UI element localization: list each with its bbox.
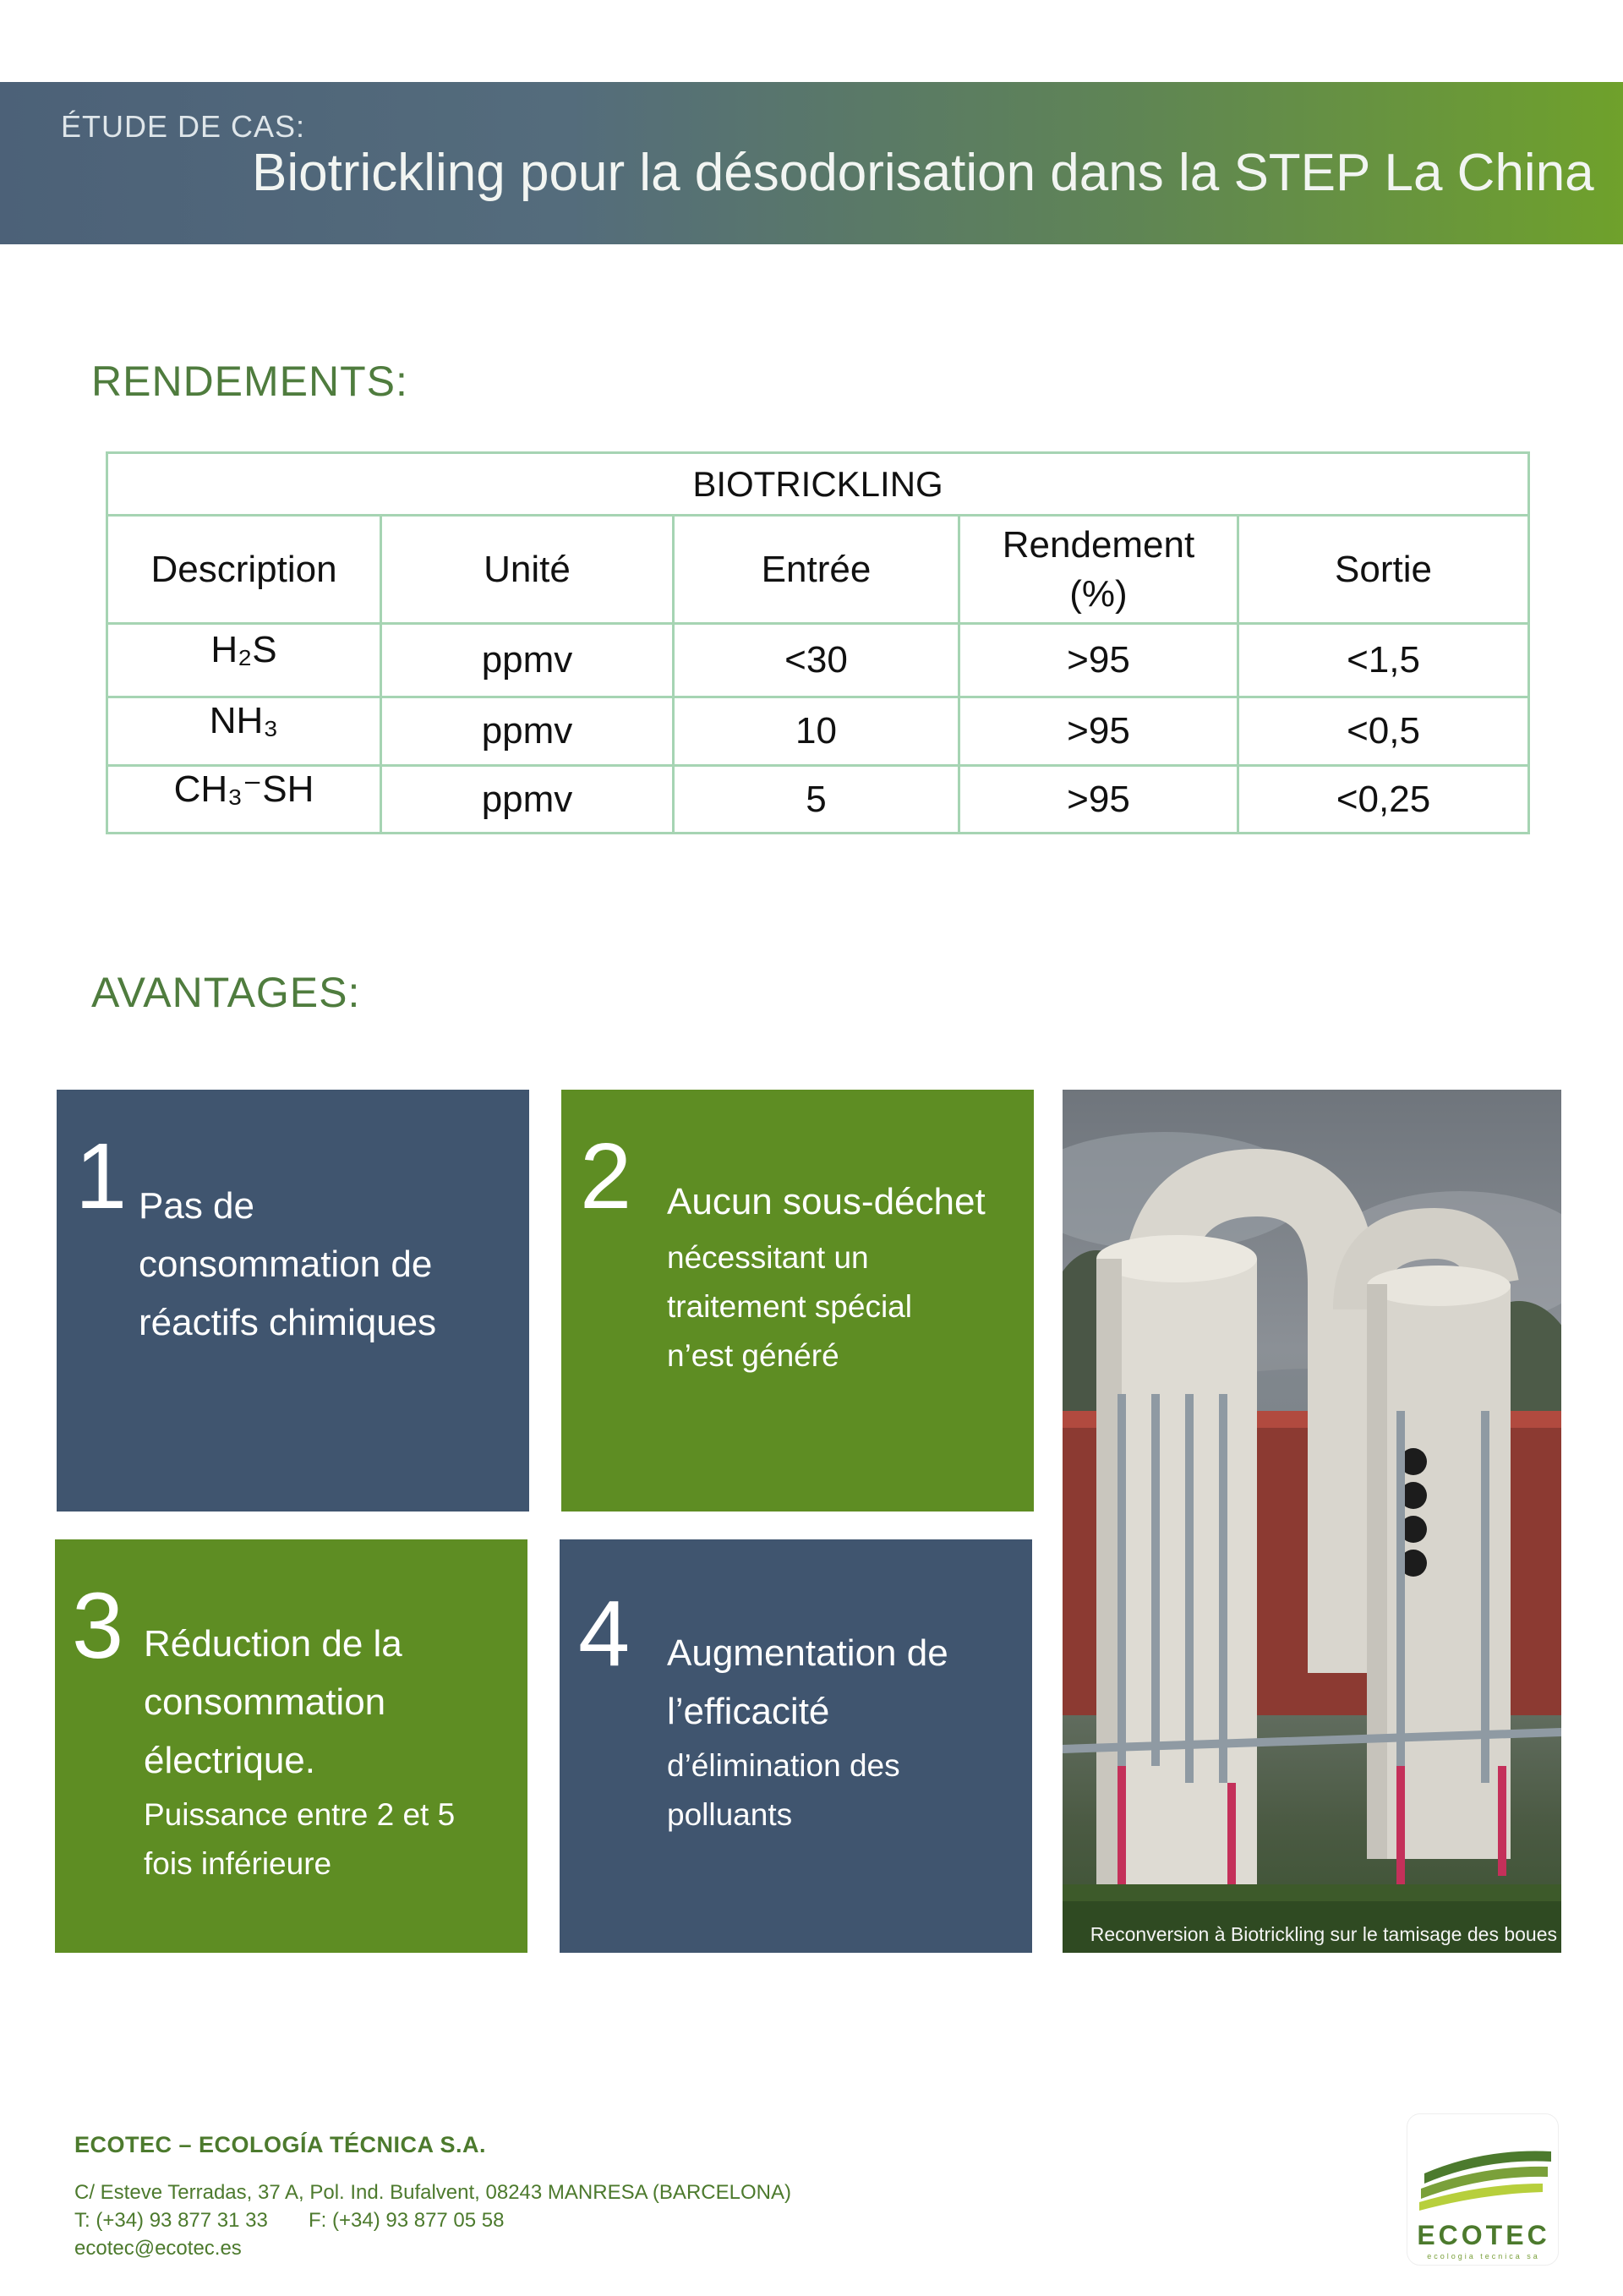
table-row (107, 697, 1529, 766)
card-detail: Puissance entre 2 et 5 fois inférieure (144, 1797, 456, 1881)
footer-phone: T: (+34) 93 877 31 33 (74, 2209, 268, 2232)
cell-input: 10 (674, 697, 959, 766)
ecotec-logo (1407, 2113, 1559, 2266)
footer-fax: F: (+34) 93 877 05 58 (309, 2209, 505, 2232)
logo-stripes-icon (1407, 2114, 1560, 2216)
cell-unit: ppmv (381, 624, 674, 697)
advantage-card-1 (57, 1090, 529, 1512)
biotrickling-towers-photo (1063, 1090, 1561, 1953)
card-title: Pas de consommation de réactifs chimiques (139, 1185, 437, 1343)
logo-tagline: ecologia tecnica sa (1427, 2252, 1540, 2260)
card-number: 1 (75, 1124, 128, 1228)
cell-unit: ppmv (381, 766, 674, 834)
card-title: Réduction de la consommation électrique. (144, 1623, 402, 1781)
header-banner (0, 82, 1623, 244)
yields-table (106, 451, 1530, 834)
cell-output: <0,25 (1238, 766, 1529, 834)
footer-email[interactable]: ecotec@ecotec.es (74, 2237, 242, 2260)
cell-yield: >95 (959, 624, 1238, 697)
column-header-output: Sortie (1238, 516, 1529, 624)
cell-yield: >95 (959, 766, 1238, 834)
column-header-input: Entrée (674, 516, 959, 624)
cell-input: <30 (674, 624, 959, 697)
yields-heading: RENDEMENTS: (91, 358, 408, 405)
cell-output: <0,5 (1238, 697, 1529, 766)
advantage-card-4 (560, 1539, 1032, 1953)
advantage-card-2 (561, 1090, 1034, 1512)
cell-description: NH₃ (107, 697, 381, 766)
logo-wordmark: ECOTEC (1417, 2220, 1550, 2250)
card-title: Aucun sous-déchet (667, 1181, 986, 1222)
cell-description: CH₃⁻SH (107, 766, 381, 834)
cell-output: <1,5 (1238, 624, 1529, 697)
column-header-description: Description (107, 516, 381, 624)
case-study-kicker: ÉTUDE DE CAS: (61, 109, 306, 144)
table-row (107, 624, 1529, 697)
card-title: Augmentation de l’efficacité (667, 1632, 948, 1732)
card-number: 2 (580, 1124, 632, 1228)
column-header-unit: Unité (381, 516, 674, 624)
photo-caption: Reconversion à Biotrickling sur le tamisage des boues (1090, 1923, 1557, 1945)
card-number: 4 (578, 1582, 631, 1686)
card-detail: nécessitant un traitement spécial n’est généré (667, 1240, 912, 1373)
card-detail: d’élimination des polluants (667, 1748, 900, 1832)
towers-illustration (1063, 1090, 1561, 1953)
cell-description: H₂S (107, 624, 381, 697)
footer-company-name: ECOTEC – ECOLOGÍA TÉCNICA S.A. (74, 2132, 487, 2157)
cell-input: 5 (674, 766, 959, 834)
cell-yield: >95 (959, 697, 1238, 766)
advantages-heading: AVANTAGES: (91, 969, 361, 1016)
table-caption: BIOTRICKLING (107, 453, 1529, 516)
table-row (107, 766, 1529, 834)
column-header-yield: Rendement (%) (959, 516, 1238, 624)
footer-address: C/ Esteve Terradas, 37 A, Pol. Ind. Bufalvent, 08243 MANRESA (BARCELONA) (74, 2181, 791, 2204)
advantage-card-3 (55, 1539, 527, 1953)
card-number: 3 (72, 1574, 124, 1678)
cell-unit: ppmv (381, 697, 674, 766)
page-title: Biotrickling pour la désodorisation dans la STEP La China (252, 144, 1594, 202)
